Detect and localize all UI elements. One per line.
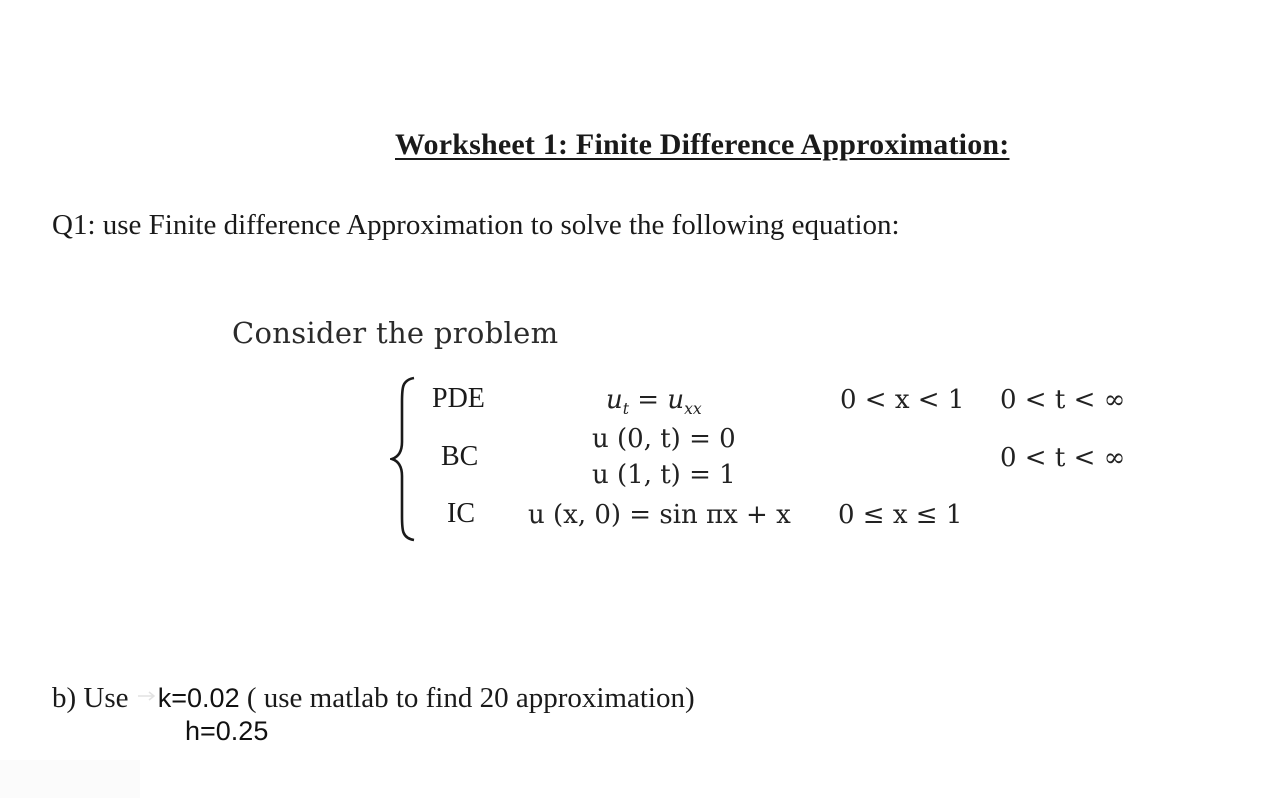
part-b-note: ( use matlab to find 20 approximation) [246, 682, 695, 714]
pde-x-range: 0 < x < 1 [840, 385, 965, 415]
consider-text: Consider the problem [232, 316, 559, 350]
part-b-prefix: b) Use [52, 682, 129, 714]
pde-t-range: 0 < t < ∞ [1000, 385, 1126, 415]
pde-equation: $u_t = u_{xx}$ [606, 385, 702, 419]
faint-arrow-icon [136, 689, 158, 703]
worksheet-title: Worksheet 1: Finite Difference Approximation: [395, 128, 1010, 161]
pde-label: PDE [432, 383, 485, 414]
ic-x-range: 0 ≤ x ≤ 1 [838, 500, 963, 530]
part-b-line [52, 682, 695, 715]
ic-equation: u (x, 0) = sin πx + x [528, 500, 791, 530]
h-value: h=0.25 [185, 716, 269, 746]
bc-left-equation: u (0, t) = 0 [592, 424, 736, 454]
scan-artifact [0, 760, 140, 798]
bc-t-range: 0 < t < ∞ [1000, 443, 1126, 473]
question-text: Q1: use Finite difference Approximation to solve the following equation: [52, 209, 900, 241]
bc-right-equation: u (1, t) = 1 [592, 460, 736, 490]
ic-label: IC [447, 498, 475, 529]
bc-label: BC [441, 441, 479, 472]
k-value: k=0.02 [157, 683, 240, 713]
left-brace-icon [390, 376, 420, 542]
